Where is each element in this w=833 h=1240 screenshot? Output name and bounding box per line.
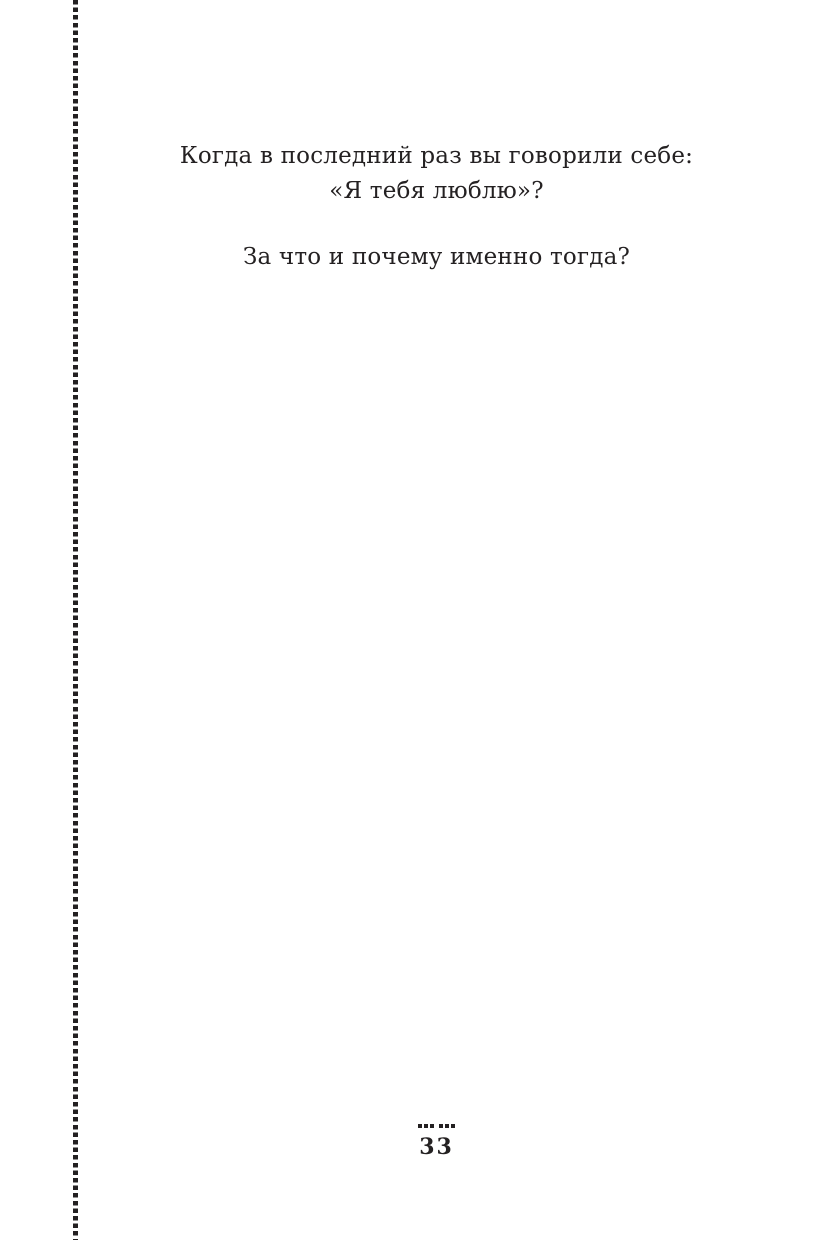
question-line-1: Когда в последний раз вы говорили себе: — [179, 143, 694, 169]
footer-ornament-dots — [418, 1123, 455, 1128]
question-line-2: «Я тебя люблю»? — [329, 178, 544, 204]
question-line-3: За что и почему именно тогда? — [242, 244, 631, 270]
page-number: 33 — [419, 1134, 454, 1160]
ornament-square-icon — [424, 1124, 428, 1129]
question-block — [78, 139, 795, 275]
ornament-square-icon — [418, 1124, 422, 1129]
ornament-square-icon — [445, 1124, 449, 1129]
page-footer — [78, 1113, 795, 1160]
ornament-square-icon — [430, 1124, 434, 1129]
ornament-square-icon — [439, 1124, 443, 1129]
ornament-square-icon — [451, 1124, 455, 1129]
